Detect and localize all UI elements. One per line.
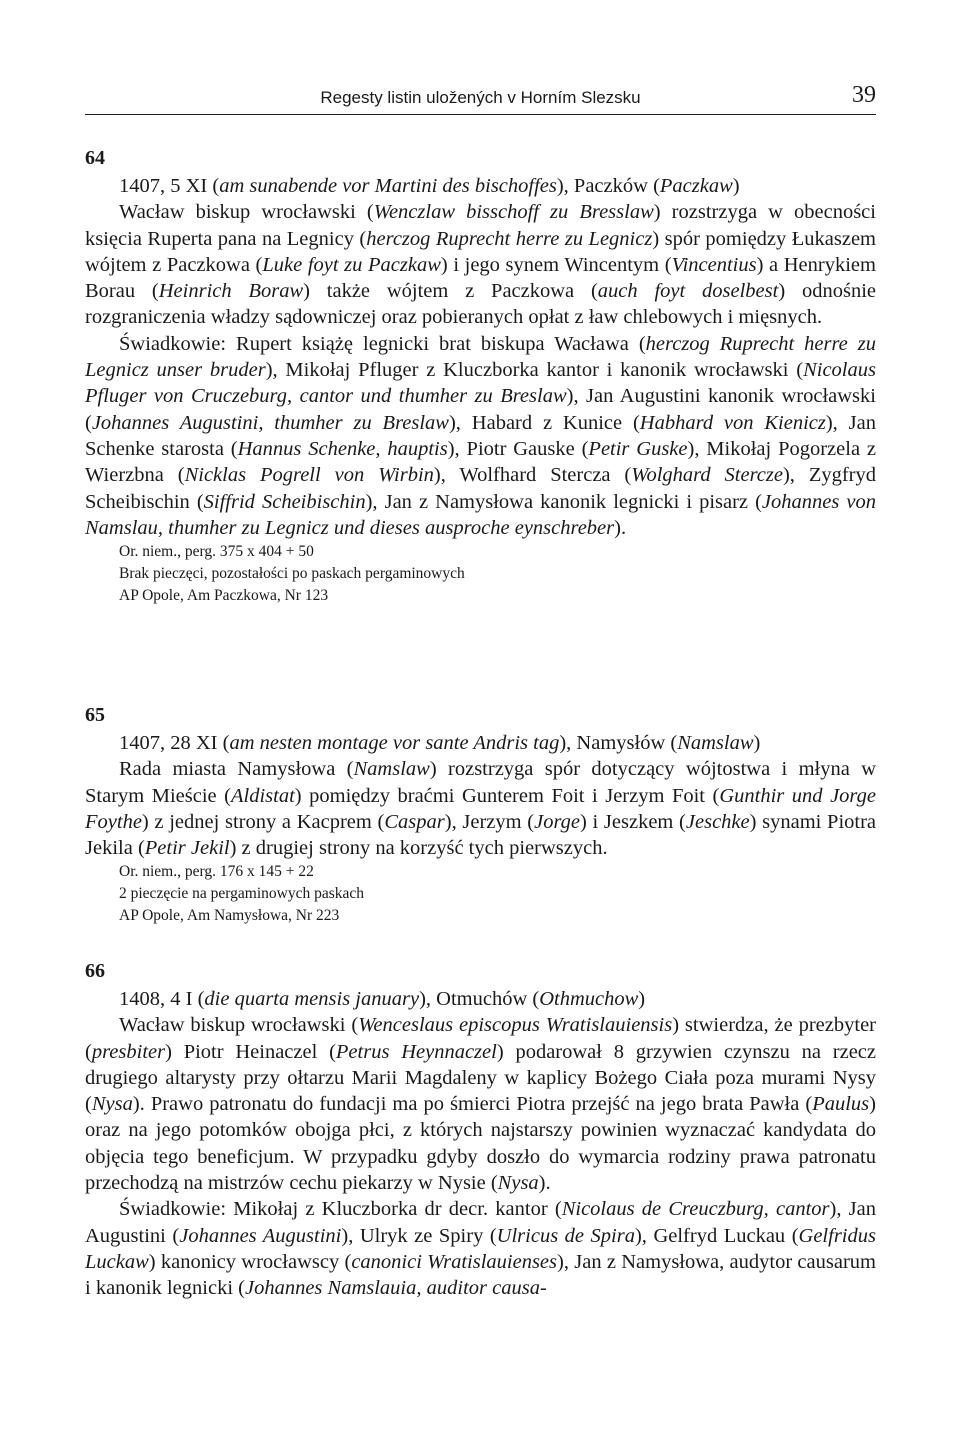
text-run: ) odnośnie rozgraniczenia władzy sądowniczej oraz pobieranych opłat z ław chlebowych i mięsnych. — [85, 280, 876, 329]
text-run: ) także wójtem z Paczkowa ( — [303, 280, 598, 303]
entry-note-original: Or. niem., perg. 375 x 404 + 50 — [119, 543, 314, 561]
original-quote: Wolghard Stercze — [631, 464, 783, 487]
text-run: ), Jan Augustini ( — [85, 1198, 877, 1247]
original-quote: Johannes Namslauia, auditor causa- — [244, 1277, 547, 1300]
text-run: ), Ulryk ze Spiry ( — [341, 1224, 497, 1247]
original-quote: Johannes Augustini — [179, 1224, 342, 1247]
entry-note-archive: AP Opole, Am Paczkowa, Nr 123 — [119, 587, 329, 605]
text-run: ) stwierdza, że prezbyter ( — [85, 1014, 876, 1063]
text-run: Rada miasta Namysłowa ( — [119, 758, 354, 781]
original-quote: Othmuchow — [539, 988, 639, 1010]
entry-witnesses — [85, 1196, 876, 1301]
original-quote: Wenceslaus episcopus Wratislauiensis — [358, 1014, 673, 1037]
entry-number: 66 — [85, 960, 105, 982]
text-run: ) a Henrykiem Borau ( — [85, 253, 876, 303]
original-quote: Hannus Schenke, hauptis — [237, 437, 448, 460]
original-quote: Habhard von Kienicz — [639, 411, 826, 434]
text-run: ). — [538, 1172, 551, 1195]
text-run: ) kanonicy wrocławscy ( — [148, 1250, 352, 1273]
text-run: ) — [753, 732, 761, 754]
original-quote: Jeschke — [685, 810, 750, 833]
entry-note-seals: 2 pieczęcie na pergaminowych paskach — [119, 885, 365, 903]
original-quote: Gelfridus Luckaw — [85, 1224, 876, 1273]
original-quote: herczog Ruprecht herre zu Legnicz unser bruder — [85, 332, 876, 382]
text-run: ), Otmuchów ( — [419, 988, 540, 1010]
original-quote: die quarta mensis january — [204, 988, 420, 1010]
original-quote: Aldistat — [231, 784, 295, 807]
original-quote: Wenczlaw bisschoff zu Bresslaw — [373, 201, 654, 224]
entry-heading — [85, 986, 876, 1012]
original-quote: Paulus — [812, 1093, 870, 1116]
text-run: ) oraz na jego potomków obojga płci, z których najstarszy powinien wyznaczać kandydata do objęcia tego beneficjum. W przypadku gdyby doszło do wymarcia rodziny prawa patronatu przechodzą na mistrzów cechu piekarzy w Nysie ( — [85, 1093, 876, 1195]
text-run: ), Piotr Gauske ( — [447, 437, 589, 460]
original-quote: Namslaw — [677, 732, 754, 754]
text-run: ), Jan Schenke starosta ( — [85, 411, 876, 460]
entry-summary — [85, 1012, 876, 1196]
original-quote: Nicolaus de Creuczburg, cantor — [561, 1198, 830, 1221]
original-quote: Caspar — [384, 810, 445, 833]
text-run: ), Jan z Namysłowa, audytor causarum i kanonik legnicki ( — [85, 1250, 876, 1300]
original-quote: am sunabende vor Martini des bischoffes — [219, 175, 557, 197]
text-run: ) podarował 8 grzywien czynszu na rzecz drugiego altarysty przy ołtarzu Marii Magdaleny w kaplicy Bożego Ciała poza murami Nysy ( — [85, 1040, 876, 1116]
original-quote: Heinrich Boraw — [158, 280, 304, 303]
text-run: ), Gelfryd Luckau ( — [634, 1224, 799, 1247]
text-run: ) i jego synem Wincentym ( — [440, 253, 672, 276]
text-run: ). — [614, 516, 627, 539]
entry-note-original: Or. niem., perg. 176 x 145 + 22 — [119, 863, 314, 881]
original-quote: Nysa — [91, 1093, 133, 1116]
entry-number: 64 — [85, 147, 105, 169]
text-run: ), Zygfryd Scheibischin ( — [85, 464, 876, 513]
original-quote: Johannes von Namslau, thumher zu Legnicz und dieses ausproche eynschreber — [85, 490, 877, 539]
entry-number: 65 — [85, 704, 105, 726]
original-quote: Namslaw — [353, 758, 430, 781]
text-run: ) — [732, 175, 740, 197]
text-run: Świadkowie: Mikołaj z Kluczborka dr decr. kantor ( — [119, 1198, 562, 1221]
text-run: Wacław biskup wrocławski ( — [119, 201, 374, 224]
text-run: ) synami Piotra Jekila ( — [85, 810, 877, 860]
entry-summary — [85, 199, 876, 330]
original-quote: Siffrid Scheibischin — [203, 490, 366, 513]
text-run: ), Paczków ( — [556, 175, 660, 197]
text-run: ) spór pomiędzy Łukaszem wójtem z Paczkowa ( — [85, 227, 876, 276]
original-quote: Nicklas Pogrell von Wirbin — [184, 464, 434, 487]
text-run: ) — [638, 988, 646, 1010]
original-quote: presbiter — [91, 1040, 166, 1063]
text-run: ), Jan z Namysłowa kanonik legnicki i pisarz ( — [365, 490, 762, 513]
original-quote: Ulricus de Spira — [496, 1224, 635, 1247]
page-number: 39 — [852, 82, 876, 108]
original-quote: Gunthir und Jorge Foythe — [85, 784, 876, 833]
text-run: 1408, 4 I ( — [119, 988, 205, 1010]
text-run: ) z jednej strony a Kacprem ( — [141, 810, 385, 833]
entry-note-archive: AP Opole, Am Namysłowa, Nr 223 — [119, 907, 340, 925]
text-run: 1407, 28 XI ( — [119, 732, 230, 754]
text-run: ), Mikołaj Pogorzela z Wierzbna ( — [85, 437, 876, 487]
running-title: Regesty listin uložených v Horním Slezsku — [320, 88, 641, 107]
text-run: Wacław biskup wrocławski ( — [119, 1014, 359, 1037]
original-quote: Vincentius — [671, 253, 757, 276]
regest-entry-65 — [85, 700, 876, 927]
text-run: ), Wolfhard Stercza ( — [433, 464, 632, 487]
text-run: ), Mikołaj Pfluger z Kluczborka kantor i kanonik wrocławski ( — [265, 359, 804, 382]
regest-entry-66 — [85, 956, 876, 1302]
text-run: ) z drugiej strony na korzyść tych pierwszych. — [229, 837, 608, 860]
text-run: ) rozstrzyga spór dotyczący wójtostwa i młyna w Starym Mieście ( — [85, 758, 877, 807]
original-quote: auch foyt doselbest — [597, 280, 779, 303]
original-quote: Petrus Heynnaczel — [335, 1040, 497, 1063]
text-run: ), Habard z Kunice ( — [448, 411, 640, 434]
entry-note-seals: Brak pieczęci, pozostałości po paskach pergaminowych — [119, 565, 465, 583]
text-run: ). Prawo patronatu do fundacji ma po śmierci Piotra przejść na jego brata Pawła ( — [132, 1093, 813, 1116]
page-header — [85, 82, 876, 115]
original-quote: Paczkaw — [659, 175, 733, 197]
text-run: ) pomiędzy braćmi Gunterem Foit i Jerzym Foit ( — [294, 784, 720, 807]
original-quote: herczog Ruprecht herre zu Legnicz — [366, 227, 653, 250]
text-run: 1407, 5 XI ( — [119, 175, 220, 197]
entry-heading — [85, 730, 876, 756]
entry-witnesses — [85, 331, 876, 541]
original-quote: canonici Wratislauienses — [351, 1250, 558, 1273]
original-quote: Johannes Augustini, thumher zu Breslaw — [91, 411, 449, 434]
original-quote: Nicolaus Pfluger von Cruczeburg, cantor und thumher zu Breslaw — [85, 359, 876, 408]
text-run: ), Jerzym ( — [444, 810, 535, 833]
entry-summary — [85, 756, 876, 861]
text-run: Świadkowie: Rupert książę legnicki brat biskupa Wacława ( — [119, 332, 646, 355]
text-run: ) rozstrzyga w obecności księcia Ruperta pana na Legnicy ( — [85, 201, 876, 250]
original-quote: am nesten montage vor sante Andris tag — [229, 732, 560, 754]
text-run: ) Piotr Heinaczel ( — [165, 1040, 336, 1063]
text-run: ), Namysłów ( — [559, 732, 678, 754]
original-quote: Jorge — [534, 810, 581, 833]
original-quote: Petir Guske — [588, 437, 688, 460]
entry-heading — [85, 173, 876, 199]
original-quote: Luke foyt zu Paczkaw — [262, 253, 441, 276]
original-quote: Nysa — [497, 1172, 539, 1195]
original-quote: Petir Jekil — [144, 837, 230, 860]
text-run: ) i Jeszkem ( — [580, 810, 686, 833]
text-run: ), Jan Augustini kanonik wrocławski ( — [85, 385, 876, 434]
regest-entry-64 — [85, 143, 876, 607]
